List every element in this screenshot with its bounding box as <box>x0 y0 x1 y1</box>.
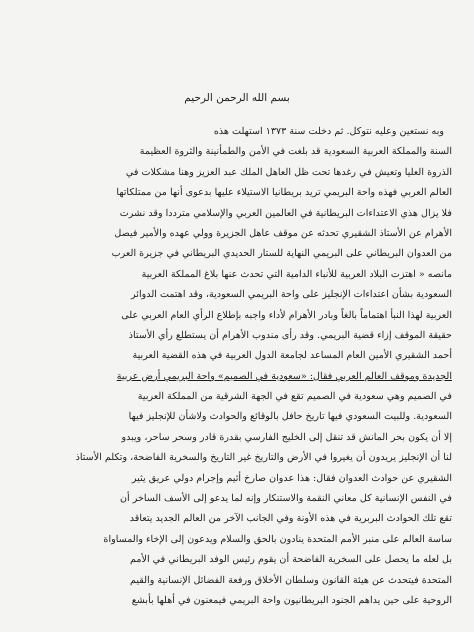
text-line: الذروة العليا وتعيش في رغدها تحت ظل العاهل الملك عبد العزيز وهنا مشكلات في <box>125 166 452 178</box>
text-line: العالم العربي فهذه واحة البريمي تريد بريطانيا الاستيلاء عليها بدعوى أنها من ممتلكاتها <box>116 187 452 199</box>
body-text <box>18 122 452 611</box>
text-line: الروحية على حين يداهم الجنود البريطانيون واحة البريمي فيمعنون في أهلها بأبشع <box>131 594 452 606</box>
text-line: فلا يزال هذي الاعتداءات البريطانية في العالمين العربي والإسلامي مترددا وقد نشرت <box>119 207 452 219</box>
text-line: السعودية بشأن اعتداءات الإنجليز على واحة البريمي السعودية، وقد اهتمت الدوائر <box>131 289 452 301</box>
text-line: تقع تلك الحوادث البربرية في هذه الأونة وفي الجانب الآخر من العالم الجديد يتعاقد <box>129 513 452 525</box>
text-line: حقيقة الموقف إزاء قضية البريمي. وقد رأى مندوب الأهرام أن يستطلع رأي الأستاذ <box>128 329 452 341</box>
text-line: السنة والمملكة العربية السعودية قد بلغت في الأمن والطمأنينة والثروة العظيمة <box>139 146 452 158</box>
text-line: الأهرام عن الأستاذ الشقيري تحدثه عن موقف عاهل الجزيرة وولي عهده والأمير فيصل <box>114 227 452 239</box>
text-line: ساسة العالم على منبر الأمم المتحدة ينادون بالحق والسلام ويدعون إلى الإخاء والمساواة <box>103 533 452 545</box>
text-line: أحمد الشقيري الأمين العام المساعد لجامعة الدول العربية في هذه القضية العربية <box>132 350 452 362</box>
text-line: من العدوان البريطاني على البريمي النهاية للستار الحديدي البريطاني في جزيرة العرب <box>111 248 452 260</box>
text-line: إلا أن يكون بحر المانش قد تنقل إلى الخليج الفارسي بقدرة قادر وسحر ساحر، ويبدو <box>121 431 452 443</box>
text-line: بل لعله ما يحصل على السخرية الفاضحة أن يقوم رئيس الوفد البريطاني في الأمم <box>129 554 452 566</box>
text-line: الجديدة وموقف العالم العربي فقال: «سعودية في الصميم» واحة البريمي أرض عربية <box>116 370 452 382</box>
text-line: مانصه « اهتزت البلاد العربية للأنباء الدامية التي تحدث عنها بلاغ المملكة العربية <box>141 268 452 280</box>
text-line: السعودية. وللبيت السعودي فيها تاريخ حافل بالوقائع والحوادث ولاشأن للإنجليز فيها <box>128 411 452 423</box>
text-line: وبه نستعين وعليه نتوكل. ثم دخلت سنة ١٣٧٣ استهلت هذه <box>213 126 444 137</box>
text-line: العربية لهذا النبأ اهتماماً بالغاً وبادر الأهرام لأداء واجبه بإطلاع الرأي العام العربي على <box>121 309 452 321</box>
basmala-heading: بسم الله الرحمن الرحيم <box>184 92 290 104</box>
text-line: المتحدة فيتحدث عن هيئة القانون وسلطان الأخلاق ورفعة الفضائل الإنسانية والقيم <box>130 574 452 586</box>
text-line: لنا أن الإنجليز يريدون أن يغيروا في الأرض والتاريخ غير التاريخ والسخرية الفاضحة، وتكلم الأستاذ <box>75 452 452 464</box>
text-line: الشقيري عن حوادث العدوان فقال: هذا عدوان صارخ أثيم وإجرام دولي عريق يثير <box>131 472 452 484</box>
text-line: في الصميم وهي سعودية في الصميم تقع في الجهة الشرقية من المملكة العربية <box>137 391 452 403</box>
text-line: في النفس الإنسانية كل معاني النقمة والاستنكار وإنه لما يدعو إلى الأسف الساخر أن <box>119 493 452 505</box>
